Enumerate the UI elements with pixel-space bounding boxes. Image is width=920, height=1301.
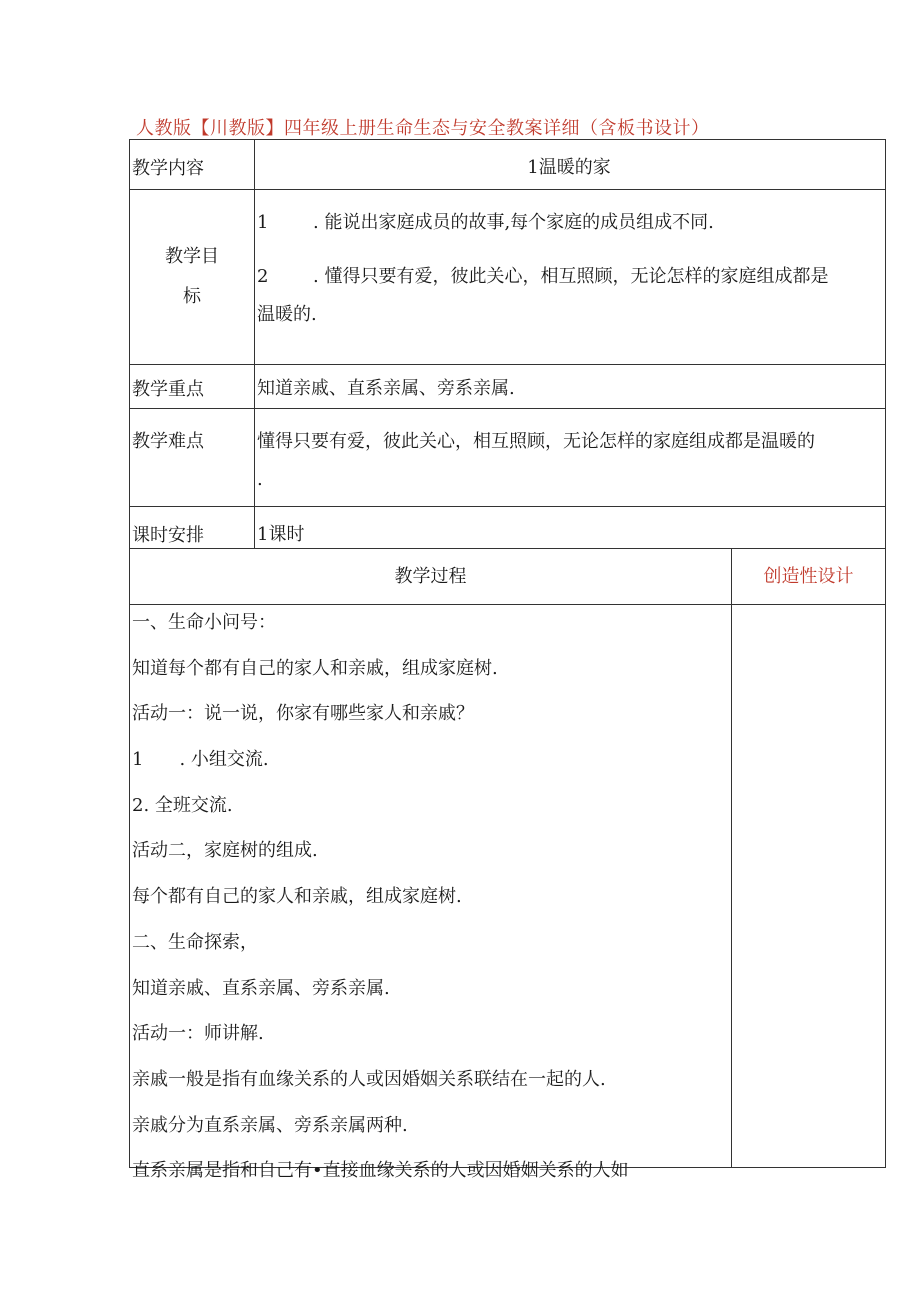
process-line: 二、生命探索， [132, 931, 258, 953]
process-line: 直系亲属是指和自己有•直接血缘关系的人或因婚姻关系的人如 [132, 1160, 629, 1182]
row-schedule [130, 507, 885, 549]
value-difficult-line1: 懂得只要有爱，彼此关心，相互照顾，无论怎样的家庭组成都是温暖的 [257, 431, 815, 452]
creative-design-title: 创造性设计 [763, 566, 854, 587]
goal-item-1-num: 1 [257, 212, 269, 233]
process-line: 活动一：师讲解. [132, 1023, 264, 1045]
row-goals [130, 190, 885, 365]
document-title: 人教版【川教版】四年级上册生命生态与安全教案详细（含板书设计） [136, 118, 710, 139]
goal-item-2-text: . 懂得只要有爱，彼此关心，相互照顾，无论怎样的家庭组成都是 [313, 266, 829, 287]
goal-item-1-text: . 能说出家庭成员的故事,每个家庭的成员组成不同. [313, 212, 714, 233]
goal-item-2-num: 2 [257, 266, 269, 287]
process-line: 知道每个都有自己的家人和亲戚，组成家庭树. [132, 657, 498, 679]
value-goals [255, 190, 885, 364]
process-line: 知道亲戚、直系亲属、旁系亲属. [132, 977, 390, 999]
row-content [130, 140, 885, 190]
label-goals-line1: 教学目 [165, 246, 219, 267]
label-key: 教学重点 [130, 365, 255, 408]
value-key: 知道亲戚、直系亲属、旁系亲属. [257, 378, 515, 399]
process-line: 活动一：说一说，你家有哪些家人和亲戚？ [132, 703, 474, 725]
label-content: 教学内容 [130, 140, 255, 189]
goal-item-1 [257, 204, 881, 242]
process-line: 每个都有自己的家人和亲戚，组成家庭树. [132, 886, 462, 908]
process-line: 1 . 小组交流. [132, 749, 269, 771]
goal-item-2-cont: 温暖的. [257, 304, 317, 325]
process-line: 活动二，家庭树的组成. [132, 840, 318, 862]
lesson-plan-table [129, 139, 886, 1182]
process-line: 亲戚一般是指有血缘关系的人或因婚姻关系联结在一起的人. [132, 1068, 606, 1090]
value-difficult-line2: . [257, 469, 263, 490]
value-schedule: 1课时 [257, 524, 305, 545]
process-title: 教学过程 [130, 549, 732, 604]
goal-item-2 [257, 258, 881, 296]
label-goals-line2: 标 [183, 286, 201, 307]
process-line: 2. 全班交流. [132, 794, 233, 816]
creative-design-cell [732, 605, 885, 1167]
process-line: 一、生命小问号： [132, 612, 276, 633]
process-body-row [130, 605, 885, 1182]
label-goals [130, 190, 255, 364]
label-difficult: 教学难点 [130, 409, 255, 506]
process-header-row [130, 549, 885, 605]
row-difficult [130, 409, 885, 507]
value-difficult [255, 409, 885, 506]
value-content: 1温暖的家 [527, 157, 611, 178]
label-schedule: 课时安排 [130, 507, 255, 548]
process-line: 亲戚分为直系亲属、旁系亲属两种. [132, 1114, 408, 1136]
row-key [130, 365, 885, 409]
process-content [130, 605, 732, 1182]
